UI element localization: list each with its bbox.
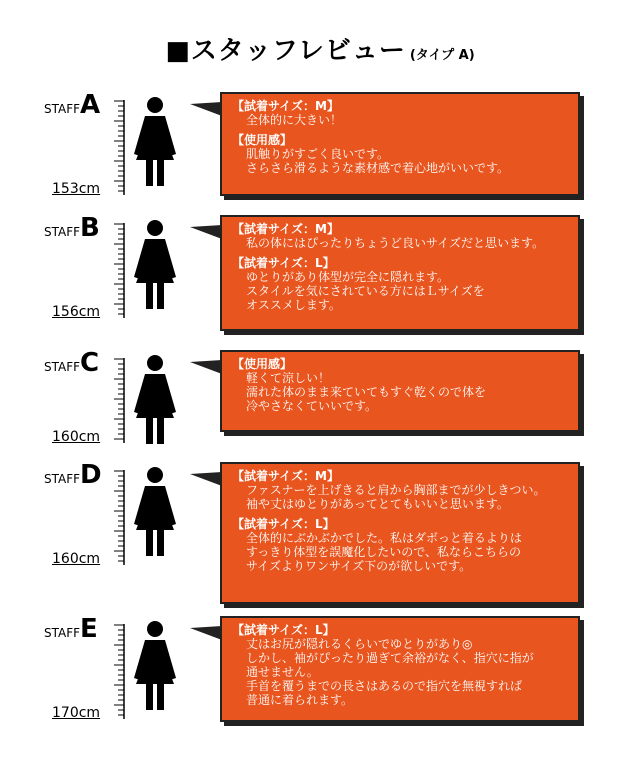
- height-label: 160cm: [52, 551, 101, 567]
- review-line: 冷やさなくていいです。: [246, 399, 378, 413]
- review-section: [232, 517, 570, 573]
- review-line: スタイルを気にされている方にはＬサイズを: [246, 284, 485, 298]
- woman-figure-icon: [132, 96, 178, 186]
- staff-row: [0, 616, 640, 732]
- review-box: [220, 215, 580, 331]
- review-section: [232, 222, 570, 250]
- woman-figure-icon: [132, 354, 178, 444]
- staff-label: [44, 92, 100, 118]
- review-section: [232, 623, 570, 707]
- staff-letter: A: [80, 90, 101, 120]
- speech-pointer-icon: [190, 360, 222, 376]
- review-section: [232, 469, 570, 511]
- page-title-sub: (タイプ A): [409, 48, 475, 63]
- staff-label: [44, 350, 99, 376]
- staff-letter: B: [80, 213, 100, 243]
- review-line: ゆとりがあり体型が完全に隠れます。: [246, 270, 450, 284]
- review-section-title: 【試着サイズ：L】: [232, 517, 335, 531]
- page-title: [0, 30, 640, 67]
- review-section-title: 【試着サイズ：L】: [232, 256, 335, 270]
- staff-word: STAFF: [44, 472, 81, 486]
- review-line: ファスナーを上げきると肩から胸部までが少しきつい。: [246, 483, 546, 497]
- staff-label: [44, 462, 102, 488]
- height-ruler-icon: [112, 100, 126, 195]
- review-section-title: 【試着サイズ：M】: [232, 99, 339, 113]
- review-line: しかし、袖がぴったり過ぎて余裕がなく、指穴に指が: [246, 651, 534, 665]
- height-label: 153cm: [52, 181, 101, 197]
- review-section-title: 【試着サイズ：L】: [232, 623, 335, 637]
- height-label: 160cm: [52, 429, 101, 445]
- review-line: 全体的に大きい！: [246, 113, 343, 127]
- woman-figure-icon: [132, 219, 178, 309]
- review-section: [232, 256, 570, 312]
- staff-letter: E: [80, 614, 98, 644]
- review-line: 丈はお尻が隠れるくらいでゆとりがあり◎: [246, 637, 473, 651]
- review-line: 軽くて涼しい！: [246, 371, 331, 385]
- review-section-title: 【試着サイズ：M】: [232, 222, 339, 236]
- staff-word: STAFF: [44, 102, 81, 116]
- staff-row: [0, 215, 640, 341]
- review-section-title: 【使用感】: [232, 133, 293, 147]
- staff-letter: D: [80, 460, 102, 490]
- speech-pointer-icon: [190, 472, 222, 488]
- woman-figure-icon: [132, 620, 178, 710]
- staff-label: [44, 215, 100, 241]
- height-ruler-icon: [112, 470, 126, 565]
- review-line: 全体的にぶかぶかでした。私はダボっと着るよりは: [246, 531, 522, 545]
- staff-word: STAFF: [44, 225, 81, 239]
- review-box: [220, 616, 580, 722]
- staff-word: STAFF: [44, 360, 81, 374]
- height-label: 170cm: [52, 705, 101, 721]
- height-ruler-icon: [112, 358, 126, 443]
- staff-label: [44, 616, 98, 642]
- speech-pointer-icon: [190, 626, 222, 642]
- review-line: 肌触りがすごく良いです。: [246, 147, 390, 161]
- staff-row: [0, 348, 640, 445]
- staff-row: [0, 92, 640, 206]
- review-line: 手首を覆うまでの長さはあるので指穴を無視すれば: [246, 679, 523, 693]
- review-box: [220, 462, 580, 604]
- staff-row: [0, 462, 640, 614]
- review-section-title: 【試着サイズ：M】: [232, 469, 339, 483]
- review-box: [220, 350, 580, 432]
- review-line: 通せません。: [246, 665, 319, 679]
- height-ruler-icon: [112, 624, 126, 719]
- review-section-title: 【使用感】: [232, 357, 293, 371]
- staff-letter: C: [80, 348, 100, 378]
- review-line: 普通に着られます。: [246, 693, 354, 707]
- review-line: 私の体にはぴったりちょうど良いサイズだと思います。: [246, 236, 545, 250]
- review-line: すっきり体型を誤魔化したいので、私ならこちらの: [246, 545, 522, 559]
- page-title-main: ■スタッフレビュー: [165, 36, 406, 66]
- height-ruler-icon: [112, 223, 126, 318]
- speech-pointer-icon: [190, 225, 222, 241]
- speech-pointer-icon: [190, 102, 222, 118]
- height-label: 156cm: [52, 304, 101, 320]
- review-section: [232, 99, 570, 127]
- review-section: [232, 357, 570, 413]
- review-line: さらさら滑るような素材感で着心地がいいです。: [246, 161, 510, 175]
- review-line: 濡れた体のまま来ていてもすぐ乾くので体を: [246, 385, 487, 399]
- staff-word: STAFF: [44, 626, 81, 640]
- woman-figure-icon: [132, 466, 178, 556]
- review-section: [232, 133, 570, 175]
- review-line: 袖や丈はゆとりがあってとてもいいと思います。: [246, 497, 509, 511]
- review-box: [220, 92, 580, 196]
- review-line: サイズよりワンサイズ下のが欲しいです。: [246, 559, 472, 573]
- review-line: オススメします。: [246, 298, 341, 312]
